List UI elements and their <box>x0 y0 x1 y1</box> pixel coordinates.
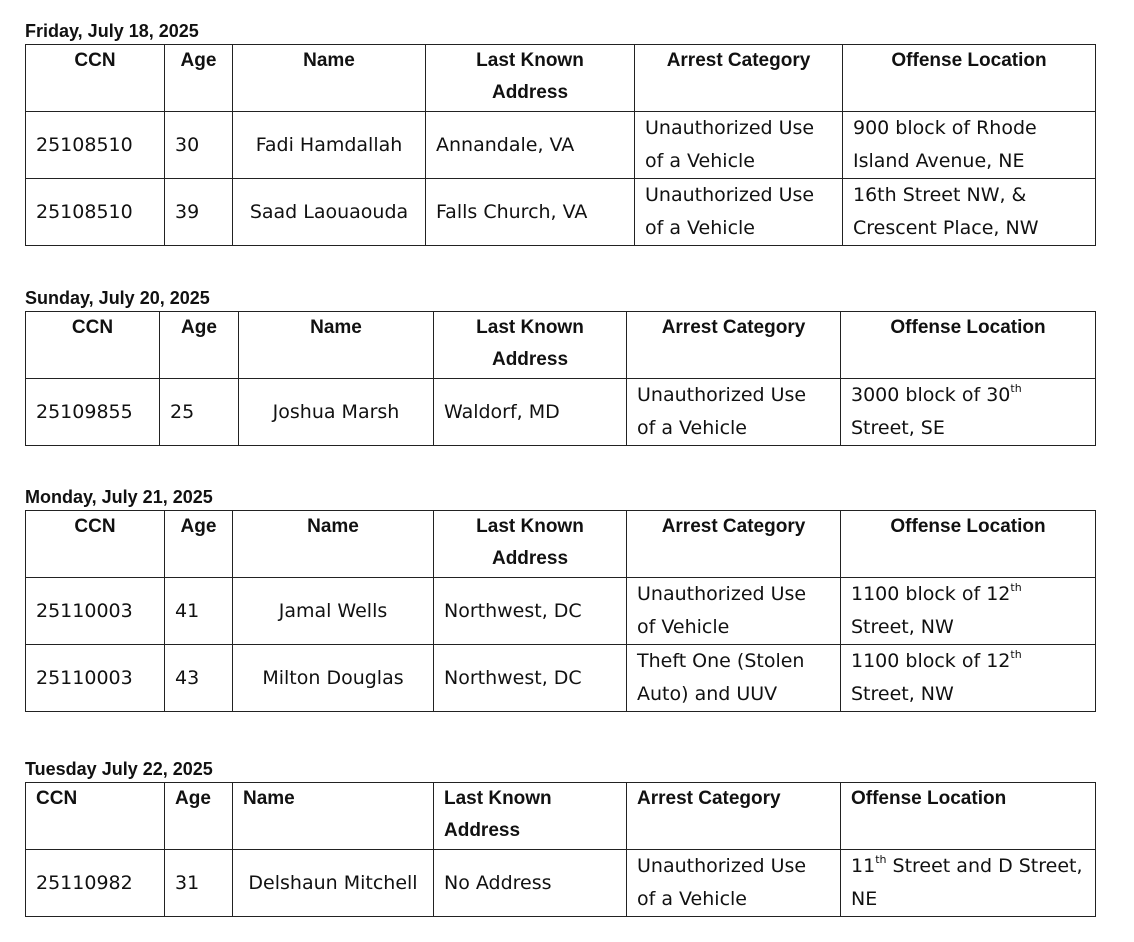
cell-category: Unauthorized Use of a Vehicle <box>635 112 843 179</box>
cell-location <box>841 578 1096 645</box>
location-text: Street and D Street, NE <box>851 855 1083 910</box>
cell-address: Annandale, VA <box>426 112 635 179</box>
cell-category: Unauthorized Use of Vehicle <box>627 578 841 645</box>
location-text: 1100 block of 12 <box>851 583 1011 605</box>
cell-category: Unauthorized Use of a Vehicle <box>627 379 841 446</box>
cell-category: Theft One (Stolen Auto) and UUV <box>627 645 841 712</box>
cell-name: Milton Douglas <box>233 645 434 712</box>
header-location: Offense Location <box>841 511 1096 578</box>
cell-name: Delshaun Mitchell <box>233 850 434 917</box>
location-text: Street, NW <box>851 616 954 638</box>
arrest-section-tuesday <box>25 759 1096 917</box>
table-row <box>26 645 1096 712</box>
table-header-row <box>26 511 1096 578</box>
arrest-table <box>25 311 1096 446</box>
table-row <box>26 112 1096 179</box>
table-header-row <box>26 312 1096 379</box>
header-age: Age <box>165 511 233 578</box>
table-header-row <box>26 783 1096 850</box>
ordinal-suffix: th <box>1010 647 1022 661</box>
arrest-table <box>25 510 1096 712</box>
header-category: Arrest Category <box>627 511 841 578</box>
cell-location <box>841 645 1096 712</box>
arrest-table <box>25 44 1096 246</box>
table-row <box>26 179 1096 246</box>
cell-location: 900 block of Rhode Island Avenue, NE <box>843 112 1096 179</box>
cell-name: Saad Laouaouda <box>233 179 426 246</box>
cell-age: 25 <box>160 379 239 446</box>
header-name: Name <box>233 511 434 578</box>
ordinal-suffix: th <box>875 852 887 866</box>
ordinal-suffix: th <box>1010 381 1022 395</box>
header-ccn: CCN <box>26 312 160 379</box>
section-date: Sunday, July 20, 2025 <box>25 288 210 308</box>
header-ccn: CCN <box>26 45 165 112</box>
cell-address: Waldorf, MD <box>434 379 627 446</box>
location-text: Street, SE <box>851 417 945 439</box>
header-age: Age <box>160 312 239 379</box>
header-ccn: CCN <box>26 511 165 578</box>
location-text: 1100 block of 12 <box>851 650 1011 672</box>
table-row <box>26 850 1096 917</box>
cell-name: Joshua Marsh <box>239 379 434 446</box>
location-text: 11 <box>851 855 876 877</box>
header-address: Last Known Address <box>434 511 627 578</box>
header-location: Offense Location <box>843 45 1096 112</box>
header-ccn: CCN <box>26 783 165 850</box>
location-text: 3000 block of 30 <box>851 384 1011 406</box>
cell-name: Fadi Hamdallah <box>233 112 426 179</box>
header-name: Name <box>233 783 434 850</box>
cell-address: Northwest, DC <box>434 578 627 645</box>
header-location: Offense Location <box>841 783 1096 850</box>
cell-age: 31 <box>165 850 233 917</box>
arrest-section-sunday <box>25 288 1096 446</box>
cell-name: Jamal Wells <box>233 578 434 645</box>
cell-ccn: 25108510 <box>26 112 165 179</box>
cell-ccn: 25110982 <box>26 850 165 917</box>
header-name: Name <box>239 312 434 379</box>
cell-category: Unauthorized Use of a Vehicle <box>627 850 841 917</box>
cell-address: No Address <box>434 850 627 917</box>
header-location: Offense Location <box>841 312 1096 379</box>
cell-location: 16th Street NW, & Crescent Place, NW <box>843 179 1096 246</box>
arrest-section-monday <box>25 487 1096 712</box>
section-date: Tuesday July 22, 2025 <box>25 759 213 779</box>
table-row <box>26 379 1096 446</box>
table-header-row <box>26 45 1096 112</box>
cell-address: Falls Church, VA <box>426 179 635 246</box>
header-age: Age <box>165 783 233 850</box>
cell-age: 41 <box>165 578 233 645</box>
cell-ccn: 25110003 <box>26 645 165 712</box>
cell-ccn: 25108510 <box>26 179 165 246</box>
table-row <box>26 578 1096 645</box>
cell-ccn: 25109855 <box>26 379 160 446</box>
cell-category: Unauthorized Use of a Vehicle <box>635 179 843 246</box>
cell-location <box>841 850 1096 917</box>
header-category: Arrest Category <box>627 783 841 850</box>
header-address: Last Known Address <box>426 45 635 112</box>
cell-ccn: 25110003 <box>26 578 165 645</box>
ordinal-suffix: th <box>1010 580 1022 594</box>
header-address: Last Known Address <box>434 783 627 850</box>
section-date: Monday, July 21, 2025 <box>25 487 213 507</box>
cell-location <box>841 379 1096 446</box>
arrest-section-friday <box>25 21 1096 246</box>
header-category: Arrest Category <box>627 312 841 379</box>
cell-address: Northwest, DC <box>434 645 627 712</box>
arrest-table <box>25 782 1096 917</box>
cell-age: 39 <box>165 179 233 246</box>
header-name: Name <box>233 45 426 112</box>
section-date: Friday, July 18, 2025 <box>25 21 199 41</box>
cell-age: 43 <box>165 645 233 712</box>
header-category: Arrest Category <box>635 45 843 112</box>
header-age: Age <box>165 45 233 112</box>
header-address: Last Known Address <box>434 312 627 379</box>
cell-age: 30 <box>165 112 233 179</box>
location-text: Street, NW <box>851 683 954 705</box>
